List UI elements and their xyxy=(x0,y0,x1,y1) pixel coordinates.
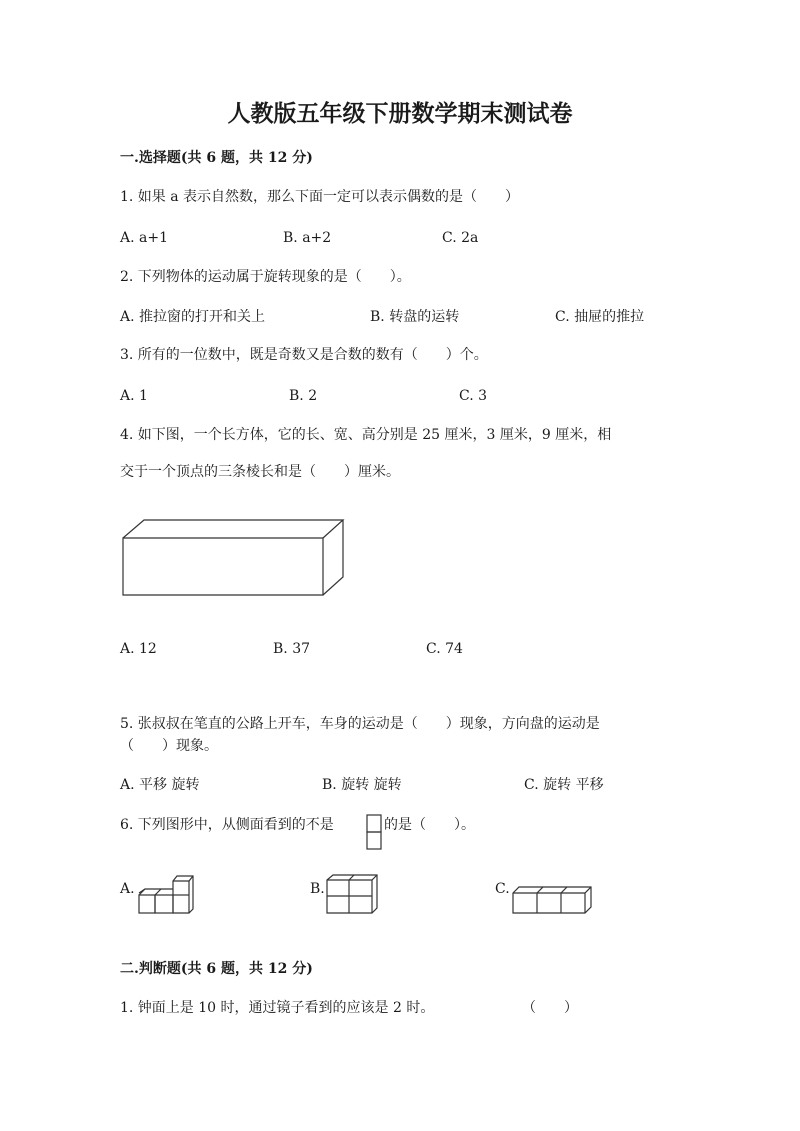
section-heading-choice: 一.选择题(共 6 题，共 12 分) xyxy=(120,150,313,166)
question-6-option-a: A. xyxy=(120,881,135,897)
question-5-option-c: C. 旋转 平移 xyxy=(524,777,604,793)
section-heading-judgement: 二.判断题(共 6 题，共 12 分) xyxy=(120,961,313,977)
question-1-option-c: C. 2a xyxy=(442,230,479,246)
question-5-option-a: A. 平移 旋转 xyxy=(120,777,200,793)
page-title: 人教版五年级下册数学期末测试卷 xyxy=(227,100,573,127)
question-4-option-c: C. 74 xyxy=(426,641,463,657)
question-3-option-c: C. 3 xyxy=(459,388,488,404)
question-5-stem-line1: 5. 张叔叔在笔直的公路上开车，车身的运动是（ ）现象，方向盘的运动是 xyxy=(120,716,600,732)
judgement-1-stem: 1. 钟面上是 10 时，通过镜子看到的应该是 2 时。 xyxy=(120,1000,435,1016)
question-6-option-b: B. xyxy=(310,881,325,897)
question-4-stem-line1: 4. 如下图，一个长方体，它的长、宽、高分别是 25 厘米，3 厘米，9 厘米，相 xyxy=(120,427,612,443)
question-3-option-a: A. 1 xyxy=(120,388,148,404)
question-2-stem: 2. 下列物体的运动属于旋转现象的是（ ）。 xyxy=(120,269,411,285)
two-stacked-squares-figure xyxy=(366,814,382,852)
question-2-option-a: A. 推拉窗的打开和关上 xyxy=(120,309,266,325)
judgement-1-blank: （ ） xyxy=(522,1000,578,1016)
question-3-stem: 3. 所有的一位数中，既是奇数又是合数的数有（ ）个。 xyxy=(120,347,488,363)
cuboid-figure xyxy=(120,518,346,598)
option-a-cube-figure xyxy=(137,873,195,917)
question-4-stem-line2: 交于一个顶点的三条棱长和是（ ）厘米。 xyxy=(120,464,400,480)
question-1-option-a: A. a+1 xyxy=(120,230,168,246)
question-1-option-b: B. a+2 xyxy=(283,230,332,246)
question-1-stem: 1. 如果 a 表示自然数，那么下面一定可以表示偶数的是（ ） xyxy=(120,189,520,205)
question-3-option-b: B. 2 xyxy=(289,388,318,404)
question-4-option-b: B. 37 xyxy=(273,641,311,657)
question-2-option-b: B. 转盘的运转 xyxy=(370,309,460,325)
question-6-stem-after: 的是（ ）。 xyxy=(384,817,475,833)
question-5-stem-line2: （ ）现象。 xyxy=(120,738,218,754)
option-b-cube-figure xyxy=(325,872,381,916)
option-c-cube-figure xyxy=(511,885,593,915)
question-4-option-a: A. 12 xyxy=(120,641,157,657)
question-5-option-b: B. 旋转 旋转 xyxy=(322,777,402,793)
question-2-option-c: C. 抽屉的推拉 xyxy=(555,309,645,325)
question-6-stem-before: 6. 下列图形中，从侧面看到的不是 xyxy=(120,817,334,833)
question-6-option-c: C. xyxy=(495,881,510,897)
